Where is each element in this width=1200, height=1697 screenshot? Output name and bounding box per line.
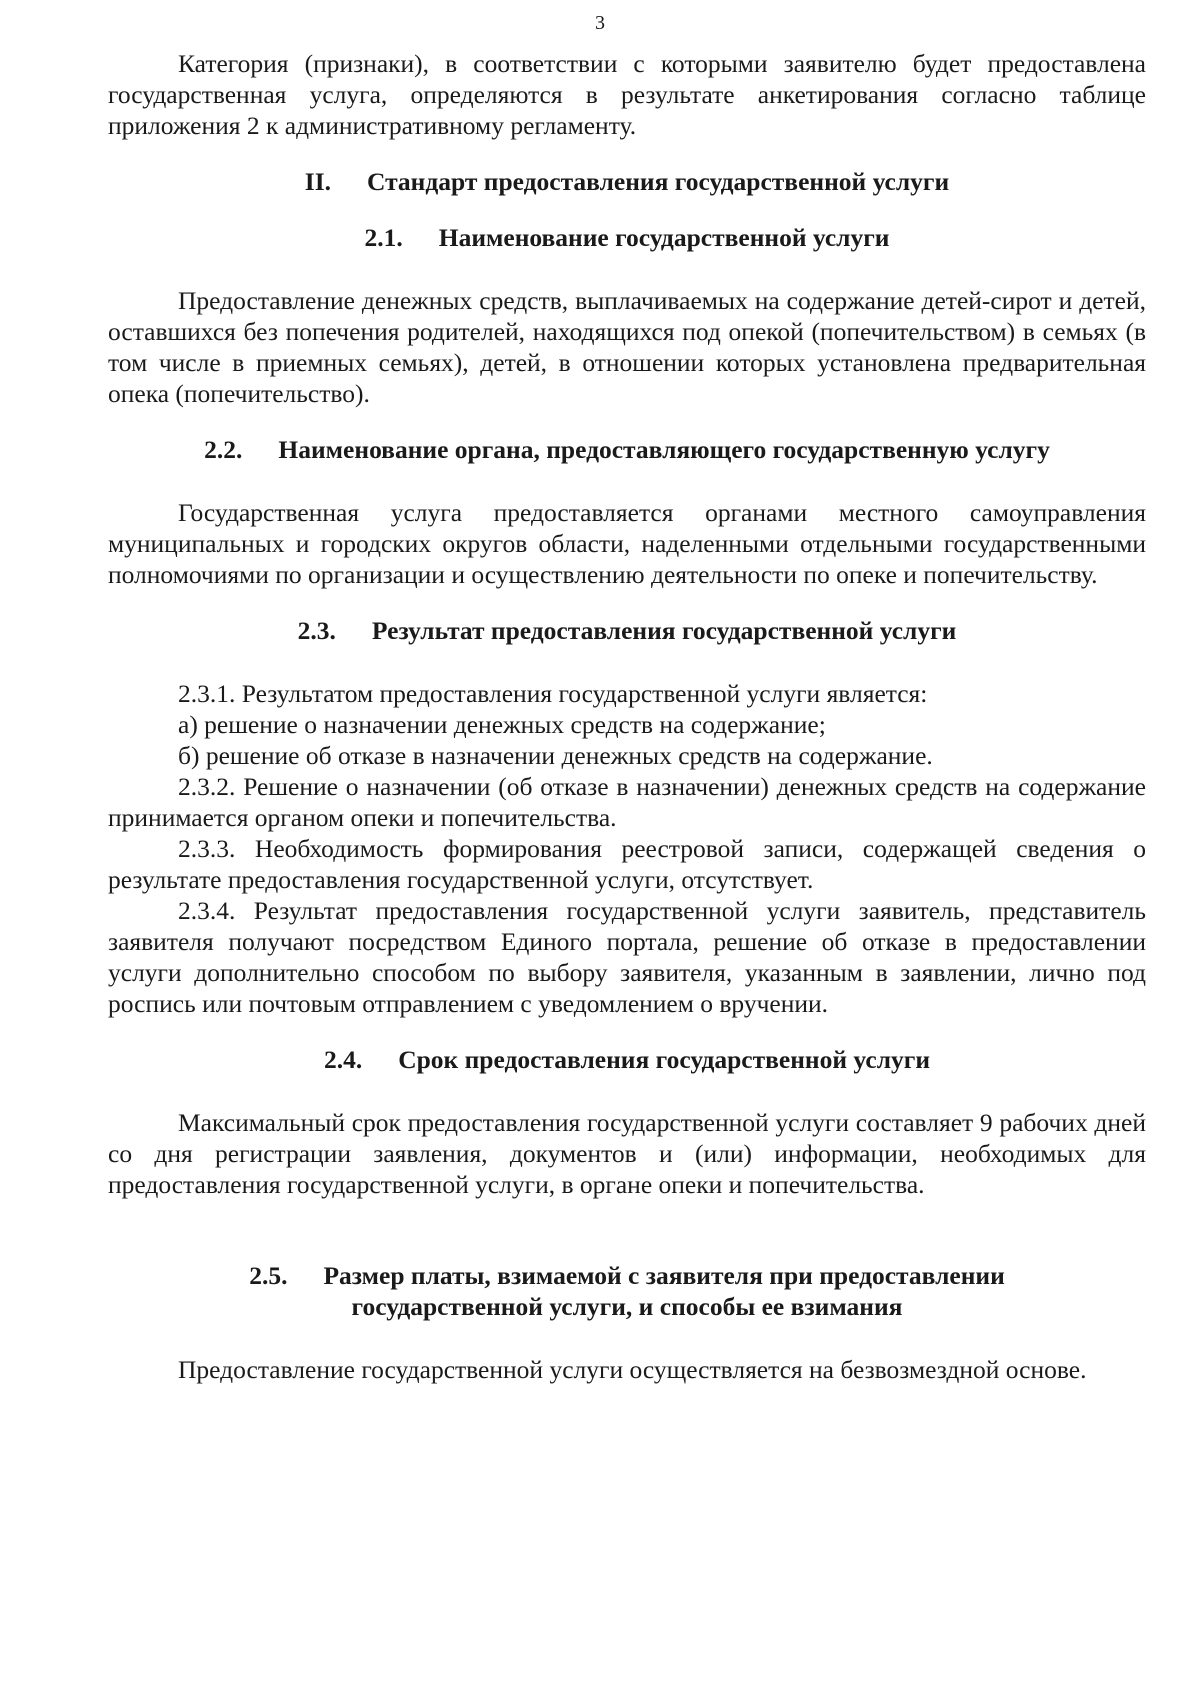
paragraph-2-5: Предоставление государственной услуги осуществляется на безвозмездной основе. — [178, 1355, 1087, 1384]
section-title: Результат предоставления государственной услуги — [371, 616, 957, 645]
intro-paragraph: Категория (признаки), в соответствии с которыми заявителю будет предоставлена государственная услуга, определяются в результате анкетирования согласно таблице приложения 2 к административному регламенту. — [108, 49, 1146, 140]
section-number: 2.4. — [323, 1045, 363, 1074]
paragraph-2-3-1: 2.3.1. Результатом предоставления государственной услуги является: — [178, 679, 928, 708]
section-heading-2-4 — [108, 1044, 1146, 1075]
page-number: 3 — [595, 12, 605, 34]
section-number: 2.2. — [204, 435, 243, 464]
section-heading-2-2 — [108, 434, 1146, 465]
section-title: Наименование органа, предоставляющего государственную услугу — [278, 435, 1050, 464]
section-title: Наименование государственной услуги — [438, 223, 890, 252]
list-item-a: а) решение о назначении денежных средств на содержание; — [178, 710, 826, 739]
paragraph-2-3-2: 2.3.2. Решение о назначении (об отказе в назначении) денежных средств на содержание принимается органом опеки и попечительства. — [108, 772, 1146, 832]
section-title: Срок предоставления государственной услуги — [398, 1045, 931, 1074]
section-title-line-1: Размер платы, взимаемой с заявителя при предоставлении — [323, 1261, 1005, 1290]
section-heading-2-3 — [108, 615, 1146, 646]
paragraph-2-1: Предоставление денежных средств, выплачиваемых на содержание детей-сирот и детей, оставшихся без попечения родителей, находящихся под опекой (попечительством) в семьях (в том числе в приемных семьях), детей, в отношении которых установлена предварительная опека (попечительство). — [108, 286, 1146, 408]
section-heading-2-1 — [108, 222, 1146, 253]
section-title-line-2: государственной услуги, и способы ее взимания — [351, 1292, 903, 1321]
list-item-b: б) решение об отказе в назначении денежных средств на содержание. — [178, 741, 933, 770]
section-number: 2.1. — [364, 223, 403, 252]
section-number: II. — [304, 167, 332, 196]
section-number: 2.3. — [297, 616, 336, 645]
paragraph-2-3-4: 2.3.4. Результат предоставления государственной услуги заявитель, представитель заявителя получают посредством Единого портала, решение об отказе в предоставлении услуги дополнительно способом по выбору заявителя, указанным в заявлении, лично под роспись или почтовым отправлением с уведомлением о вручении. — [108, 896, 1146, 1018]
section-heading-II — [108, 166, 1146, 197]
paragraph-2-3-3: 2.3.3. Необходимость формирования реестровой записи, содержащей сведения о результате предоставления государственной услуги, отсутствует. — [108, 834, 1146, 894]
paragraph-2-2: Государственная услуга предоставляется органами местного самоуправления муниципальных и городских округов области, наделенными отдельными государственными полномочиями по организации и осуществлению деятельности по опеке и попечительству. — [108, 498, 1146, 589]
section-title: Стандарт предоставления государственной услуги — [367, 167, 950, 196]
section-number: 2.5. — [249, 1261, 288, 1290]
section-heading-2-5 — [108, 1260, 1146, 1291]
document-body — [108, 48, 1146, 1385]
paragraph-2-4: Максимальный срок предоставления государственной услуги составляет 9 рабочих дней со дня регистрации заявления, документов и (или) информации, необходимых для предоставления государственной услуги, в органе опеки и попечительства. — [108, 1108, 1146, 1199]
